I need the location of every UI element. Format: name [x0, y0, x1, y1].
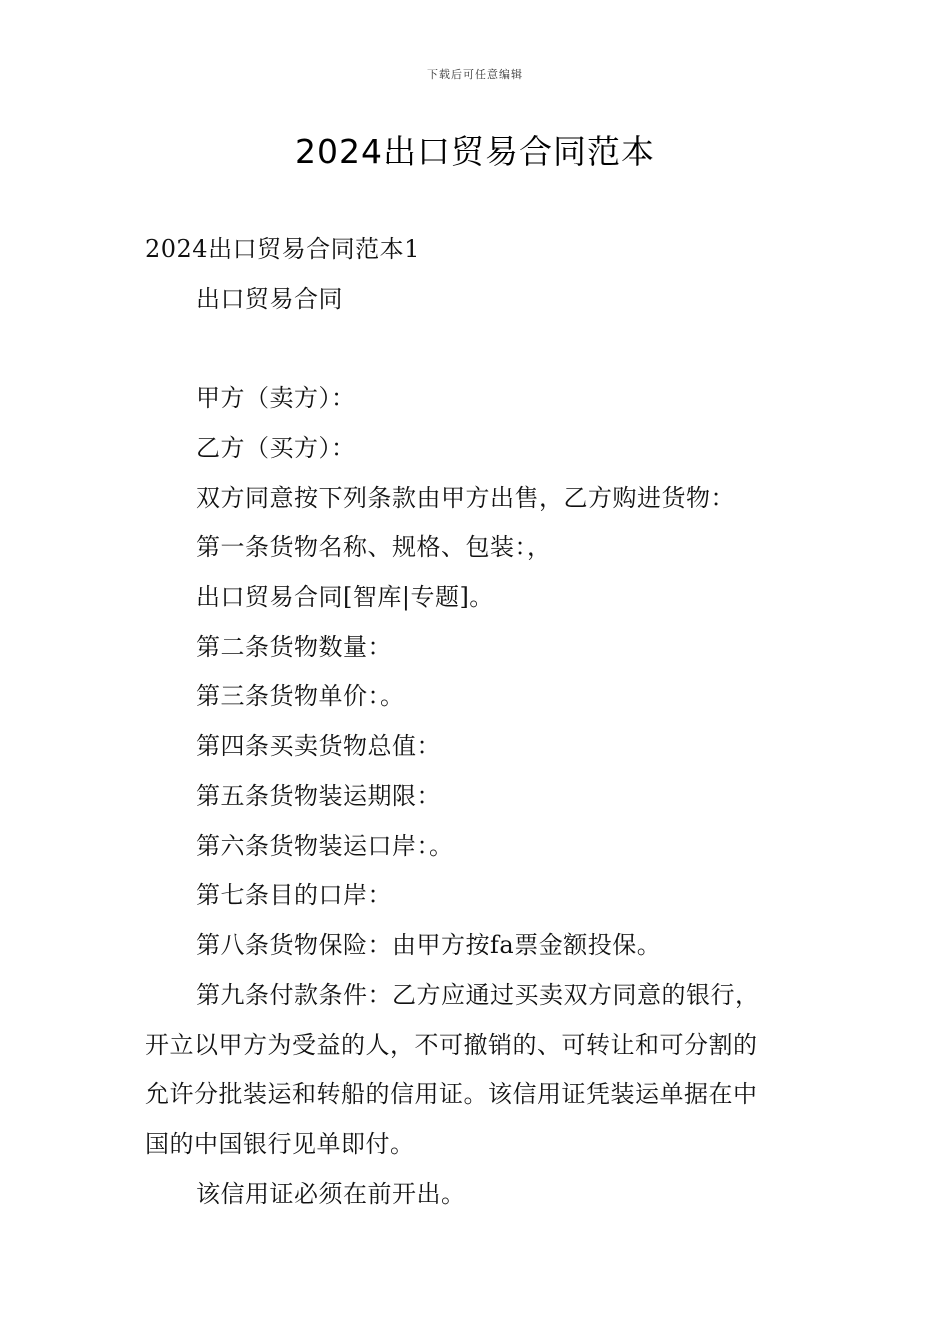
document-title: 2024出口贸易合同范本 [295, 132, 655, 171]
closing-paragraph: 该信用证必须在前开出。 [196, 1180, 466, 1208]
clause-line: 第四条买卖货物总值： [196, 732, 441, 760]
payment-paragraph-line: 允许分批装运和转船的信用证。该信用证凭装运单据在中 [145, 1080, 758, 1108]
clause-line: 出口贸易合同[智库|专题]。 [196, 583, 494, 611]
page-header: 下载后可任意编辑 [427, 68, 523, 81]
clause-line: 第二条货物数量： [196, 633, 392, 661]
payment-paragraph-line: 国的中国银行见单即付。 [145, 1130, 415, 1158]
contract-heading: 出口贸易合同 [196, 285, 343, 313]
clause-line: 第三条货物单价：。 [196, 682, 405, 710]
clause-line: 第六条货物装运口岸：。 [196, 832, 454, 860]
clause-line: 第七条目的口岸： [196, 881, 392, 909]
clause-line: 第一条货物名称、规格、包装：， [196, 533, 552, 561]
payment-paragraph-line: 第九条付款条件：乙方应通过买卖双方同意的银行， [196, 981, 760, 1009]
section-heading: 2024出口贸易合同范本1 [145, 235, 420, 263]
clause-line: 第五条货物装运期限： [196, 782, 441, 810]
intro-paragraph: 双方同意按下列条款由甲方出售，乙方购进货物： [196, 484, 735, 512]
clause-line: 第八条货物保险：由甲方按fa票金额投保。 [196, 931, 662, 959]
party-b-line: 乙方（买方）： [196, 434, 356, 462]
payment-paragraph-line: 开立以甲方为受益的人，不可撤销的、可转让和可分割的 [145, 1031, 758, 1059]
party-a-line: 甲方（卖方）： [196, 384, 356, 412]
